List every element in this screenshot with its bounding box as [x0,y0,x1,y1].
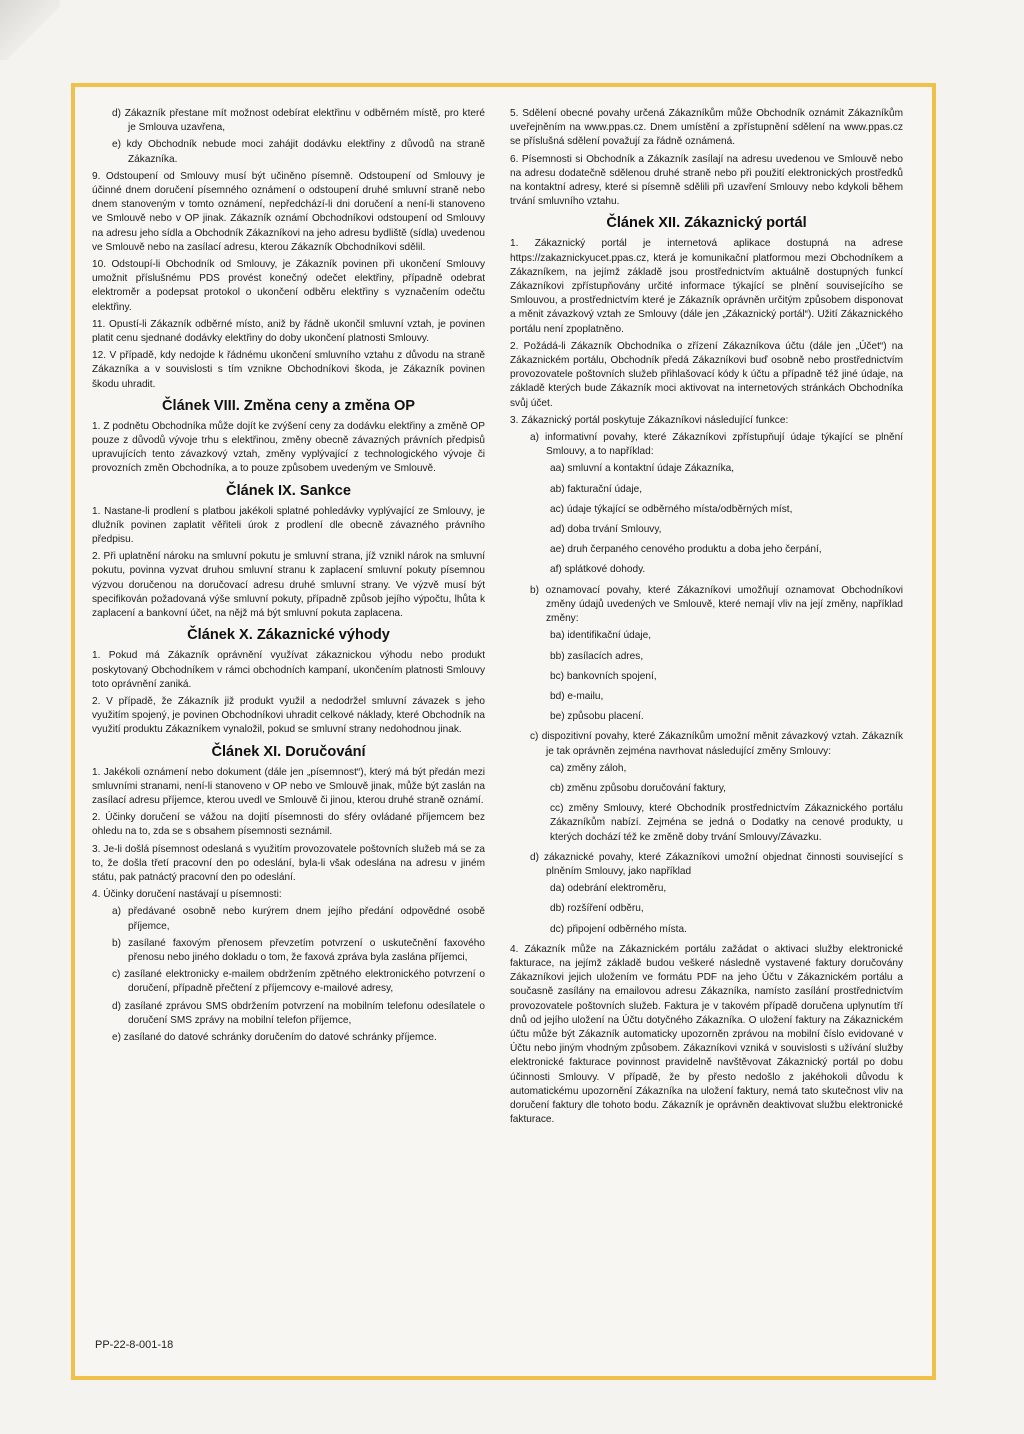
article-12-item-c: c) dispozitivní povahy, které Zákazníkům umožní měnit závazkový vztah. Zákazník je tak oprávněn zejména navrhovat následující změny Smlouvy: [530,731,903,757]
paragraph-5: 5. Sdělení obecné povahy určená Zákazníkům může Obchodník oznámit Zákazníkům uveřejněním na www.ppas.cz. Dnem umístění a zpřístupnění sdělení na www.ppas.cz se příslušná sdělení považují za řádně oznámená. [510,108,903,148]
heading-article-12: Článek XII. Zákaznický portál [606,215,807,232]
article-11-paragraph-3: 3. Je-li došlá písemnost odeslaná s využitím provozovatele poštovních služeb má se za to, že došla třetí pracovní den po odeslání, byla-li však odeslána na adresu v jiném státu, pak patnáctý pracovní den po odeslání. [92,843,485,883]
article-12-paragraph-2: 2. Požádá-li Zákazník Obchodníka o zřízení Zákazníkova účtu (dále jen „Účet“) na Zákaznickém portálu, Obchodník předá Zákazníkovi buď osobně nebo prostřednictvím provozovatele poštovních služeb přihlašovací kódy k účtu a případně též jiné údaje, na základě kterých bude Zákazník moci aktivovat na internetových stránkách Obchodníka svůj účet. [510,340,903,409]
article-11-item-a: a) předávané osobně nebo kurýrem dnem jejího předání odpovědné osobě příjemce, [112,906,485,932]
paragraph-12: 12. V případě, kdy nedojde k řádnému ukončení smluvního vztahu z důvodu na straně Zákazníka a v souvislosti s tím vznikne Obchodníkovi škoda, je Zákazník povinen škodu uhradit. [92,350,485,390]
article-12-item-a: a) informativní povahy, které Zákazníkovi zpřístupňují údaje týkající se plnění Smlouvy, a to například: [530,432,903,458]
page-corner-fold [0,0,60,60]
right-column [510,107,903,1130]
article-12-item-b: b) oznamovací povahy, které Zákazníkovi umožňují oznamovat Obchodníkovi změny údajů uvedených ve Smlouvě, které nemají vliv na její změny, například změny: [530,584,903,625]
article-12-item-cb: cb) změnu způsobu doručování faktury, [550,782,726,794]
heading-article-11: Článek XI. Doručování [211,743,366,760]
paragraph-6: 6. Písemnosti si Obchodník a Zákazník zasílají na adresu uvedenou ve Smlouvě nebo na adresu dodatečně sdělenou druhé straně nebo při použití elektronických prostředků na kontaktní adresy, které si písemně sdělili při uzavření Smlouvy nebo kdykoli během trvání smluvního vztahu. [510,153,903,208]
left-column [92,107,485,1048]
paragraph-e: e) kdy Obchodník nebude moci zahájit dodávku elektřiny z důvodů na straně Zákazníka. [112,139,485,165]
article-12-item-da: da) odebrání elektroměru, [550,883,667,895]
heading-article-10: Článek X. Zákaznické výhody [187,627,390,644]
article-12-item-af: af) splátkové dohody. [550,564,646,576]
article-11-item-c: c) zasílané elektronicky e-mailem obdržením zpětného elektronického potvrzení o doručení, případně přečtení z příjemcovy e-mailové adresy, [112,969,485,995]
article-12-item-ab: ab) fakturační údaje, [550,483,643,495]
article-12-item-ae: ae) druh čerpaného cenového produktu a doba jeho čerpání, [550,544,822,556]
article-11-item-b: b) zasílané faxovým přenosem převzetím potvrzení o uskutečnění faxového přenosu nebo jiného dokladu o tom, že faxová zpráva byla zaslána příjemci, [112,937,485,963]
article-11-paragraph-4: 4. Účinky doručení nastávají u písemnosti: [92,889,282,901]
article-11-item-d: d) zasílané zprávou SMS obdržením potvrzení na mobilním telefonu odesílatele o doručení SMS zprávy na mobilní telefon příjemce, [112,1000,485,1026]
article-11-paragraph-1: 1. Jakékoli oznámení nebo dokument (dále jen „písemnost“), který má být předán mezi smluvními stranami, není-li stanoveno v OP nebo ve Smlouvě jinak, může být zaslán na zasílací adresu příjemce, kterou uvedl ve Smlouvě či jinou, kterou druhé straně oznámí. [92,766,485,806]
paragraph-d: d) Zákazník přestane mít možnost odebírat elektřinu v odběrném místě, pro které je Smlouva uzavřena, [112,108,485,134]
article-12-item-ad: ad) doba trvání Smlouvy, [550,524,662,536]
article-11-item-e: e) zasílané do datové schránky doručením do datové schránky příjemce. [112,1031,437,1043]
article-10-paragraph-2: 2. V případě, že Zákazník již produkt využil a nedodržel smluvní závazek s jeho využitím spojený, je povinen Obchodníkovi uhradit celkové náklady, které Obchodník na využití produktu Zákazníkem vynaložil, pokud se smluvní strany nedohodnou jinak. [92,695,485,736]
article-12-paragraph-4: 4. Zákazník může na Zákaznickém portálu zažádat o aktivaci služby elektronické fakturace, na jejímž základě budou veškeré následně vystavené faktury doručovány Zákazníkovi jejich uložením ve formátu PDF na jeho Účtu v Zákaznickém portálu a současně zasílány na emailovou adresu Zákazníka, namísto zasílání prostřednictvím provozovatele poštovních služeb. Faktura je v takovém případě doručena uplynutím tří dnů od jejího uložení na Účtu dotyčného Zákazníka. O uložení faktury na Zákaznickém účtu může být Zákazník automaticky upozorněn zprávou na mobilní číslo evidované v Účtu nebo jiným vhodným způsobem. Zákazníkovi vzniká v souvislosti s užívání služby elektronické fakturace povinnost pravidelně navštěvovat Zákaznický portál po dobu účinnosti Smlouvy. V případě, že by přesto nedošlo z jakéhokoli důvodu k automatickému upozornění Zákazníka na uložení faktury, nemá tato skutečnost vliv na doručení faktury dle tohoto bodu. Zákazník je oprávněn deaktivovat službu elektronické fakturace. [510,943,903,1126]
article-12-paragraph-1: 1. Zákaznický portál je internetová aplikace dostupná na adrese https://zakaznickyucet.ppas.cz, která je komunikační platformou mezi Obchodníkem a Zákazníkem, na jejímž základě jsou prostřednictvím aktuálně dostupných funkcí Zákazníkovi zpřístupňovány určité informace týkající se plnění souvisejícího se Smlouvou, a prostřednictvím které je Zákazník oprávněn určitým způsobem disponovat a měnit závazkový vztah ze Smlouvy (dále jen „Zákaznický portál“). Užití Zákaznického portálu není zpoplatněno. [510,238,903,335]
article-12-item-ac: ac) údaje týkající se odběrného místa/odběrných míst, [550,503,793,515]
article-9-paragraph-1: 1. Nastane-li prodlení s platbou jakékoli splatné pohledávky vyplývající ze Smlouvy, je dlužník povinen zaplatit věřiteli úrok z prodlení dle obecně závazného právního předpisu. [92,505,485,546]
article-12-item-aa: aa) smluvní a kontaktní údaje Zákazníka, [550,463,735,475]
article-12-item-dc: dc) připojení odběrného místa. [550,923,687,935]
paragraph-9: 9. Odstoupení od Smlouvy musí být učiněno písemně. Odstoupení od Smlouvy je účinné dnem doručení písemného oznámení o odstoupení druhé smluvní straně nebo dnem stanoveným v tomto oznámení, nepředchází-li dni doručení a není-li stanoveno ve Smlouvě nebo v OP jinak. Zákazník oznámí Obchodníkovi odstoupení od Smlouvy na adresu jeho sídla a Obchodník Zákazníkovi na jeho adresu bydliště (sídla) uvedenou ve Smlouvě nebo na zasílací adresu, kterou Zákazník Obchodníkovi sdělil. [92,170,485,253]
article-12-item-cc: cc) změny Smlouvy, které Obchodník prostřednictvím Zákaznického portálu Zákazníkům nabízí. Zejména se jedná o Dodatky na cenové produkty, u kterých dochází též ke změně doby trvání Smlouvy/Závazku. [550,803,903,843]
article-12-item-db: db) rozšíření odběru, [550,903,644,915]
article-11-paragraph-2: 2. Účinky doručení se vážou na dojití písemnosti do sféry ovládané příjemcem bez ohledu na to, zda se s obsahem písemnosti seznámil. [92,812,485,838]
article-12-item-ba: ba) identifikační údaje, [550,630,652,642]
heading-article-8: Článek VIII. Změna ceny a změna OP [161,397,416,414]
article-10-paragraph-1: 1. Pokud má Zákazník oprávnění využívat zákaznickou výhodu nebo produkt poskytovaný Obchodníkem v rámci obchodních kampaní, ukončením platnosti Smlouvy toto oprávnění zaniká. [92,650,485,690]
article-8-paragraph-1: 1. Z podnětu Obchodníka může dojít ke zvýšení ceny za dodávku elektřiny a změně OP pouze z důvodů vývoje trhu s elektřinou, změny obecně závazných právních předpisů upravujících tento závazkový vztah, změny vyplývající z technologického vývoje či provozních změn Obchodníka, a to pouze způsobem uvedeným ve Smlouvě. [92,420,485,475]
article-12-item-bb: bb) zasílacích adres, [550,650,644,662]
article-12-item-be: be) způsobu placení. [550,711,644,723]
article-12-item-bd: bd) e-mailu, [550,690,604,702]
document-code: PP-22-8-001-18 [95,1339,174,1351]
article-9-paragraph-2: 2. Při uplatnění nároku na smluvní pokutu je smluvní strana, jíž vznikl nárok na smluvní pokutu, povinna vyzvat druhou smluvní stranu k zaplacení smluvní pokuty písemnou výzvou doručenou na doručovací adresu druhé smluvní strany. Ve výzvě musí být specifikován požadovaná výše smluvní pokuty, případně způsob jejího výpočtu, lhůta k zaplacení a bankovní účet, na nějž má být smluvní pokuta zaplacena. [92,551,485,620]
article-12-paragraph-3: 3. Zákaznický portál poskytuje Zákazníkovi následující funkce: [510,414,789,426]
paragraph-11: 11. Opustí-li Zákazník odběrné místo, aniž by řádně ukončil smluvní vztah, je povinen platit cenu sjednané dodávky elektřiny do doby ukončení platnosti Smlouvy. [92,318,485,345]
article-12-item-bc: bc) bankovních spojení, [550,670,657,682]
paragraph-10: 10. Odstoupí-li Obchodník od Smlouvy, je Zákazník povinen při ukončení Smlouvy umožnit příslušnému PDS provést konečný odečet elektřiny, případně odebrat elektroměr a podepsat protokol o ukončení odběru elektřiny s vyznačením odečtu elektřiny. [92,259,485,313]
article-12-item-d: d) zákaznické povahy, které Zákazníkovi umožní objednat činnosti související s plněním Smlouvy, jako například [530,851,903,877]
article-12-item-ca: ca) změny záloh, [550,762,627,774]
heading-article-9: Článek IX. Sankce [226,482,351,499]
